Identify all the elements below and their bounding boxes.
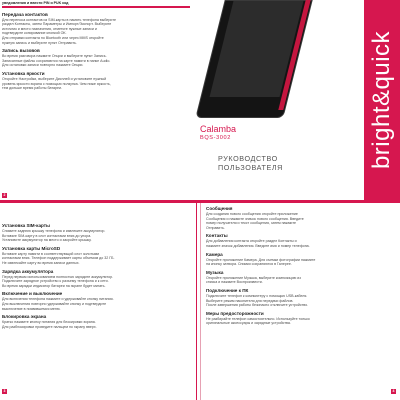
section-line: Сообщения и нажмите значок нового сообщения. Введите bbox=[206, 216, 304, 221]
section-line: раздел Контакты, затем Параметры и Импорт/Экспорт. Выберите bbox=[2, 22, 112, 27]
section-line: Не извлекайте карту во время записи данных. bbox=[2, 260, 80, 265]
section-line: тем дольше время работы батареи. bbox=[2, 86, 62, 91]
section-heading: Музыка bbox=[206, 269, 224, 275]
section-heading: Установка SIM-карты bbox=[2, 223, 50, 228]
section-line: Для создания нового сообщения откройте приложение bbox=[206, 212, 298, 216]
section-line: Установите аккумулятор на место и закройте крышку. bbox=[2, 238, 92, 243]
intro-line: уведомления и ввести PIN и PUK код bbox=[2, 1, 69, 5]
page-bottom-right bbox=[206, 203, 396, 400]
cover-page bbox=[196, 0, 400, 200]
section-line: Откройте Настройки, выберите Дисплей и установите нужный bbox=[2, 76, 107, 81]
manual-title-line1: РУКОВОДСТВО bbox=[218, 154, 278, 163]
section-line: Для добавления контакта откройте раздел Контакты и bbox=[206, 239, 297, 244]
section-line: на кнопку затвора. Снимки сохраняются в Галерее. bbox=[206, 262, 292, 267]
center-fold-line bbox=[196, 203, 197, 400]
page-number: 4 bbox=[392, 389, 395, 393]
section-line: оригинальные аксессуары и зарядные устройства. bbox=[206, 321, 291, 326]
section-line: Перед первым использованием полностью зарядите аккумулятор. bbox=[2, 274, 114, 279]
section-line: Для разблокировки проведите пальцем по экрану вверх. bbox=[2, 324, 97, 329]
section-line: Для включения телефона нажмите и удерживайте кнопку питания. bbox=[2, 297, 114, 302]
section-heading: Включение и выключение bbox=[2, 291, 63, 297]
page-number: 3 bbox=[3, 389, 6, 393]
section-line: Вставьте карту памяти в соответствующий слот золотыми bbox=[2, 251, 100, 256]
section-heading: Блокировка экрана bbox=[2, 314, 47, 320]
section-line: Записанные файлы сохраняются на карте памяти в папке Audio. bbox=[2, 58, 111, 63]
section-line: Снимите заднюю крышку телефона и извлеките аккумулятор. bbox=[2, 229, 106, 233]
section-line: Откройте приложение Музыка, выберите композицию из bbox=[206, 275, 301, 280]
page-number: 2 bbox=[3, 193, 6, 197]
section-line: уровень яркости экрана с помощью ползунка. Чем ниже яркость, bbox=[2, 81, 111, 86]
section-line: номер получателя и текст сообщения, затем нажмите bbox=[206, 221, 297, 226]
bottom-right-sections bbox=[206, 206, 396, 326]
brand-logo: bright&quick bbox=[368, 30, 395, 170]
section-line: Во время разговора нажмите Опции и выберите пункт Запись. bbox=[2, 54, 107, 59]
section-line: Вставьте SIM-карту в слот контактами вниз до упора. bbox=[2, 233, 92, 238]
section-line: Во время зарядки индикатор батареи на экране будет мигать. bbox=[2, 283, 106, 288]
section-line: нажмите значок добавления. Введите имя и номер телефона. bbox=[206, 243, 310, 248]
section-line: списка и нажмите Воспроизвести. bbox=[206, 280, 263, 285]
section-line: подтвердите копирование кнопкой ОК. bbox=[2, 31, 67, 36]
top-left-rule bbox=[2, 6, 190, 8]
top-left-sections bbox=[2, 12, 190, 91]
section-line: Для выключения повторно удерживайте кнопку и подтвердите bbox=[2, 301, 107, 306]
page-top-left bbox=[2, 0, 190, 200]
section-line: После завершения работы безопасно отключите устройство. bbox=[206, 303, 309, 308]
section-line: Кратко нажмите кнопку питания для блокировки экрана. bbox=[2, 320, 96, 325]
section-heading: Установка яркости bbox=[2, 70, 45, 76]
section-line: контактами вниз. Телефон поддерживает карты объемом до 32 ГБ. bbox=[2, 256, 115, 261]
section-line: Для остановки записи повторно нажмите Опции. bbox=[2, 63, 84, 68]
section-heading: Контакты bbox=[206, 233, 228, 239]
section-line: Подключите телефон к компьютеру с помощью USB-кабеля. bbox=[206, 293, 308, 298]
section-line: Не разбирайте телефон самостоятельно. Используйте только bbox=[206, 316, 310, 321]
section-heading: Камера bbox=[206, 251, 223, 257]
section-line: Выберите режим накопителя для передачи файлов. bbox=[206, 298, 294, 303]
section-heading: Меры предосторожности bbox=[206, 310, 264, 316]
bottom-left-sections bbox=[2, 223, 190, 329]
section-line: Отправить. bbox=[206, 225, 225, 230]
section-heading: Передача контактов bbox=[2, 11, 48, 17]
section-heading: Подключение к ПК bbox=[206, 287, 249, 293]
section-line: Подключите зарядное устройство к разъему телефона и к сети. bbox=[2, 279, 109, 284]
manual-title bbox=[218, 154, 283, 172]
section-heading: Запись вызовов bbox=[2, 48, 40, 54]
section-heading: Зарядка аккумулятора bbox=[2, 268, 54, 274]
section-line: Для переноса контактов из SIM-карты в память телефона выберите bbox=[2, 17, 116, 22]
manual-title-line2: ПОЛЬЗОВАТЕЛЯ bbox=[218, 163, 283, 172]
section-line: источник и место назначения, отметьте нужные записи и bbox=[2, 26, 97, 31]
model-name: Calamba bbox=[200, 124, 237, 134]
section-line: Для отправки контакта по Bluetooth или через MMS откройте bbox=[2, 35, 104, 40]
section-heading: Сообщения bbox=[206, 206, 233, 211]
center-fold-line-inner bbox=[200, 203, 201, 400]
page-bottom-left bbox=[2, 203, 190, 400]
section-line: нужную запись и выберите пункт Отправить. bbox=[2, 40, 77, 45]
model-code: BQS-3002 bbox=[200, 135, 231, 141]
section-line: выключение в появившемся меню. bbox=[2, 306, 61, 311]
section-heading: Установка карты MicroSD bbox=[2, 245, 61, 251]
section-line: Откройте приложение Камера. Для съемки фотографии нажмите bbox=[206, 257, 316, 262]
